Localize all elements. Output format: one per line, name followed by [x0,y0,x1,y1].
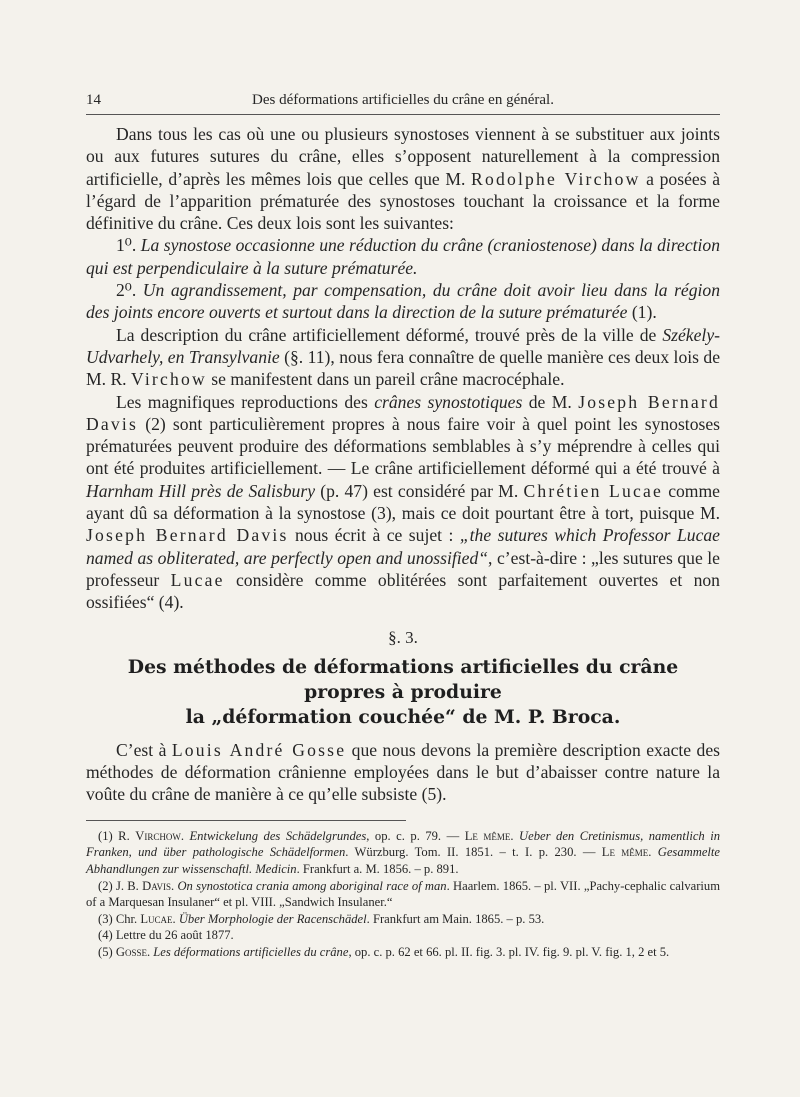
text-run: . Frankfurt a. M. 1856. – p. 891. [296,861,459,876]
footnote-author: Virchow [135,828,181,843]
text-run: La description du crâne artificiellement déformé, trouvé près de la ville de [116,324,663,345]
section-title [86,655,720,730]
author-name: Rodolphe Virchow [471,168,641,189]
author-name: Virchow [130,369,207,390]
footnote-1 [86,828,720,878]
footnote-number: (4) Lettre du 26 août 1877. [98,928,234,943]
place-name: Székely-Udvarhely, en Transylvanie [86,324,720,367]
footnotes [86,828,720,961]
paragraph-reproductions [86,391,720,614]
author-name: Joseph Bernard Davis [86,391,720,434]
footnote-number: (3) Chr. [98,911,141,926]
text-run: (p. 47) est considéré par M. [315,480,524,501]
paragraph-description [86,324,720,391]
text-run: . [510,828,520,843]
text-run: , op. c. p. 79. — [366,828,465,843]
text-run: C’est à [116,739,172,760]
text-run: (2) sont particulièrement propres à nous faire voir à quel point les synostoses prématurées peuvent produire des déformations semblables à s’y méprendre à celles qui ont été produites artificiellement. — Le crâne artificiellement déformé qui a été trouvé à [86,413,720,479]
footnote-divider [86,820,406,821]
law-2 [86,279,720,324]
english-quote: „the sutures which Professor Lucae named as obliterated, are perfectly open and unossified“ [86,525,720,568]
footnote-3 [86,911,720,928]
footnote-title: On synostotica crania among aboriginal race of man [177,878,447,893]
text-run: . Würzburg. Tom. II. 1851. – t. I. p. 230. — [345,845,602,860]
law-number: 2⁰. [116,280,143,301]
text-run: nous écrit à ce sujet : [288,525,460,546]
law-text: La synostose occasionne une réduction du crâne (craniostenose) dans la direction qui est perpendiculaire à la suture prématurée. [86,235,720,278]
text-run: Les magnifiques reproductions des [116,391,375,412]
paragraph-synostoses [86,123,720,234]
text-run: Dans tous les cas où une ou plusieurs synostoses viennent à se substituer aux joints ou aux futures sutures du crâne, elles s’opposent naturellement à la compression artificielle, d’après les mêmes lois que celles que M. [86,124,720,189]
text-run: de M. [522,391,579,412]
text-run: a posées à l’égard de l’apparition prématurée des synostoses touchant la croissance et la forme définitive du crâne. Ces deux lois sont les suivantes: [86,168,721,234]
page-number: 14 [86,92,101,108]
text-run: que nous devons la première description exacte des méthodes de déformation crânienne employées dans le but d’abaisser contre nature la voûte du crâne de manière à ce qu’elle subsiste (5). [86,739,721,805]
text-run: . Frankfurt am Main. 1865. – p. 53. [366,911,545,926]
text-run: comme ayant dû sa déformation à la synostose (3), mais ce doit pourtant être à tort, puisque M. [86,480,720,524]
text-run: , op. c. p. 62 et 66. pl. II. fig. 3. pl. IV. fig. 9. pl. V. fig. 1, 2 et 5. [348,944,670,959]
section-number: §. 3. [388,627,418,647]
footnote-title: Ueber den Cretinismus, namentlich in Franken, und über pathologische Schädelformen [86,828,721,860]
text-run: considère comme oblitérées sont parfaitement ouvertes et non ossifiées“ (4). [86,569,720,613]
page-header [86,92,720,115]
footnote-5 [86,944,720,961]
law-text: Un agrandissement, par compensation, du crâne doit avoir lieu dans la région des joints encore ouverts et surtout dans la direction de la suture prématurée [86,280,720,323]
footnote-title: Über Morphologie der Racenschädel [178,911,367,926]
footnote-ref: (1). [627,302,657,323]
text-run: . [180,828,190,843]
text-run: . [172,911,179,926]
place-name: Harnham Hill près de Salisbury [86,480,316,501]
author-name: Lucae [170,569,225,590]
footnote-title: Les déformations artificielles du crâne [153,944,349,959]
footnote-number: (2) J. B. [98,878,143,893]
author-name: Joseph Bernard Davis [86,525,289,546]
footnote-number: (1) R. [98,828,136,843]
section-title-line: la „déformation couchée“ de M. P. Broca. [185,705,621,728]
footnote-4 [86,927,720,944]
author-name: Chrétien Lucae [523,480,663,501]
footnote-title: Gesammelte Abhandlungen zur wissenschaftl. Medicin [86,845,720,876]
footnote-title: Entwickelung des Schädelgrundes [189,828,367,843]
text-run: . Haarlem. 1865. – pl. VII. „Pachy-cephalic calvarium of a Marquesan Insulaner“ et pl. VIII. „Sandwich Insulaner.“ [86,878,720,910]
footnote-2 [86,878,720,911]
main-text [86,123,720,960]
text-run: . [146,944,154,959]
law-1 [86,234,720,279]
section-title-line: Des méthodes de déformations artificielles du crâne propres à produire [127,655,679,703]
footnote-author: Gosse [115,944,147,959]
text-run: . [171,878,178,893]
author-name: Louis André Gosse [171,739,347,760]
text-run: se manifestent dans un pareil crâne macrocéphale. [206,369,565,390]
paragraph-gosse [86,739,720,806]
work-title: crânes synostotiques [374,391,523,412]
footnote-author: Lucae [140,911,173,926]
text-run: , c’est-à-dire : „les sutures que le professeur [86,547,720,590]
footnote-author: Davis [142,878,172,893]
footnote-number: (5) [98,944,116,959]
running-title: Des déformations artificielles du crâne en général. [252,92,554,108]
footnote-author: Le même [464,828,511,843]
text-run: (§. 11), nous fera connaître de quelle manière ces deux lois de M. R. [86,346,720,390]
law-number: 1⁰. [116,235,141,256]
footnote-author: Le même [601,845,649,860]
text-run: . [648,845,658,860]
